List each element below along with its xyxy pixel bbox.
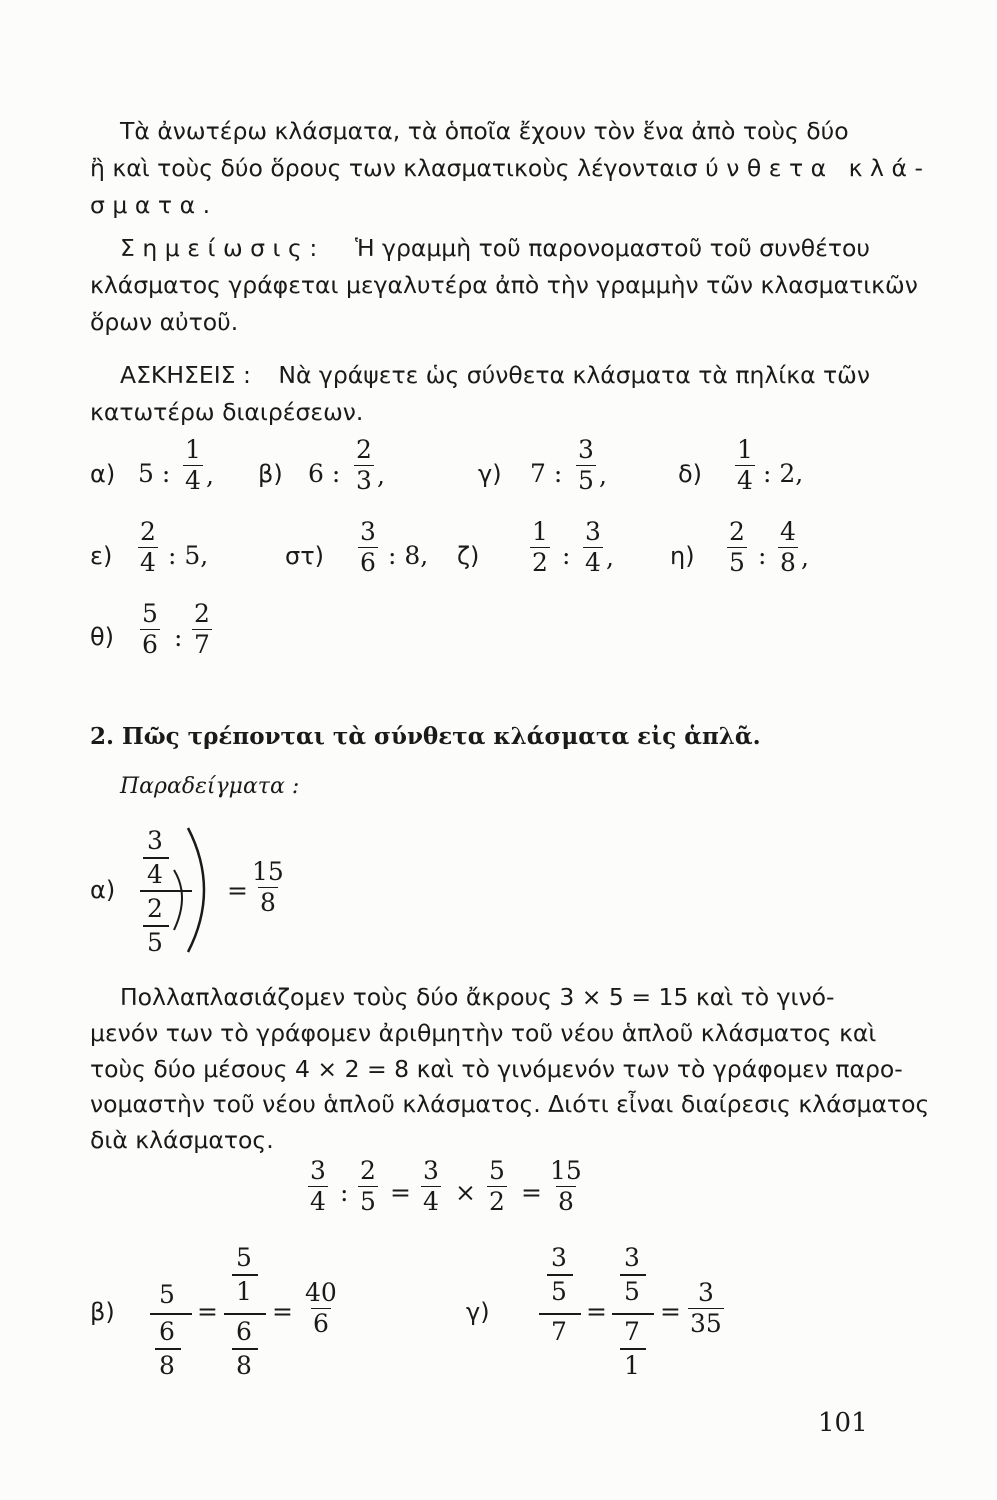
exercise-b-dividend: 6 :: [308, 459, 341, 488]
equation-f3-den: 4: [423, 1187, 439, 1217]
exercise-b-den: 3: [356, 466, 372, 496]
exercise-h-den-2: 8: [780, 548, 796, 578]
intro-line-1: Τὰ ἀνωτέρω κλάσματα, τὰ ὁποῖα ἔχουν τὸν ἕνα ἀπὸ τοὺς δύο: [120, 117, 849, 145]
exercise-c-den: 5: [578, 466, 594, 496]
example-b-mid-den-num: 6: [236, 1317, 252, 1346]
exercise-c-dividend: 7 :: [530, 459, 563, 488]
exercise-b-num: 2: [356, 435, 372, 464]
exercise-i-num-2: 2: [194, 599, 210, 628]
explanation-line-1: Πολλαπλασιάζομεν τοὺς δύο ἄκρους 3 × 5 = 15 καὶ τὸ γινό-: [120, 983, 835, 1011]
exercise-b-comma: ,: [377, 461, 385, 490]
example-c-result: [688, 1280, 724, 1338]
example-c-label: γ): [466, 1298, 490, 1326]
exercise-g-den-2: 4: [585, 548, 601, 578]
example-a-bot-num: 2: [147, 894, 163, 923]
exercise-d-den: 4: [737, 466, 753, 496]
example-a-result: [250, 859, 286, 917]
exercise-f-label: στ): [285, 542, 325, 570]
exercise-d-num: 1: [737, 435, 753, 464]
exercise-g-fraction-1: [530, 519, 550, 577]
exercise-h-num-1: 2: [729, 517, 745, 546]
equation-fraction-5: [548, 1158, 584, 1216]
exercise-c-fraction: [576, 437, 596, 495]
example-b-result: [303, 1280, 339, 1338]
exercise-a-den: 4: [185, 466, 201, 496]
example-c-result-num: 3: [697, 1278, 714, 1307]
exercise-h-fraction-1: [727, 519, 747, 577]
example-c-b-num-den: 5: [624, 1277, 640, 1306]
exercise-a-dividend: 5 :: [138, 459, 171, 488]
equation-fraction-3: [421, 1158, 441, 1216]
exercise-i-den-2: 7: [194, 630, 210, 660]
example-c-b-main-bar: [612, 1313, 654, 1315]
exercise-i-label: θ): [90, 623, 115, 651]
exercise-c-label: γ): [478, 460, 502, 488]
equation-f1-den: 4: [310, 1187, 326, 1217]
exercise-f-den: 6: [360, 548, 376, 578]
equation-f5-num: 15: [550, 1156, 582, 1185]
exercise-f-num: 3: [360, 517, 376, 546]
example-b-result-num: 40: [305, 1278, 337, 1307]
example-c-a-num-bar: [547, 1274, 573, 1276]
example-c-b-num-num: 3: [624, 1243, 640, 1272]
intro-line-2: [90, 154, 931, 182]
exercise-g-comma: ,: [606, 543, 614, 572]
equation-f4-den: 2: [489, 1187, 505, 1217]
exercise-c-num: 3: [578, 435, 594, 464]
explanation-line-5: διὰ κλάσματος.: [90, 1126, 274, 1154]
explanation-line-3: τοὺς δύο μέσους 4 × 2 = 8 καὶ τὸ γινόμενόν των τὸ γράφομεν παρο-: [90, 1055, 903, 1083]
explanation-line-4: νομαστὴν τοῦ νέου ἁπλοῦ κλάσματος. Διότι εἶναι διαίρεσις κλάσματος: [90, 1090, 930, 1118]
example-b-mid-num-den: 1: [236, 1277, 252, 1306]
example-b-mid-main-bar: [224, 1313, 266, 1315]
exercise-h-comma: ,: [801, 543, 809, 572]
example-c-a-num-num: 3: [551, 1243, 567, 1272]
intro-line-2-text: ἢ καὶ τοὺς δύο ὅρους των κλασματικοὺς λέγονται: [90, 154, 683, 182]
exercise-i-den-1: 6: [142, 630, 158, 660]
exercise-f-fraction: [358, 519, 378, 577]
equation-fraction-2: [358, 1158, 378, 1216]
example-c-result-den: 35: [690, 1309, 722, 1339]
example-b-label: β): [90, 1298, 115, 1326]
exercise-a-label: α): [90, 460, 116, 488]
intro-term-compound: σύνθετα κλά-: [682, 154, 931, 182]
example-b-mid-num-bar: [232, 1274, 258, 1276]
example-a-top-num: 3: [147, 826, 163, 855]
exercise-i-colon: :: [174, 623, 183, 652]
equation-f3-num: 3: [423, 1156, 439, 1185]
exercise-c-comma: ,: [599, 461, 607, 490]
example-c-a-num-den: 5: [551, 1277, 567, 1306]
exercises-line-1: [120, 361, 870, 389]
exercise-g-num-1: 1: [532, 517, 548, 546]
explanation-line-2: μενόν των τὸ γράφομεν ἀριθμητὴν τοῦ νέου ἁπλοῦ κλάσματος καὶ: [90, 1019, 877, 1047]
equation-fraction-1: [308, 1158, 328, 1216]
equation-f5-den: 8: [557, 1187, 574, 1217]
exercise-a-comma: ,: [206, 461, 214, 490]
example-b-mid-den-bar: [232, 1348, 258, 1350]
exercise-h-den-1: 5: [729, 548, 745, 578]
exercise-d-label: δ): [678, 460, 703, 488]
example-c-a-den: 7: [551, 1317, 567, 1346]
example-b-den-bar: [155, 1348, 181, 1350]
exercise-i-num-1: 5: [142, 599, 158, 628]
note-label: Σημείωσις:: [120, 234, 325, 262]
exercise-e-fraction: [138, 519, 158, 577]
example-b-equals-2: =: [272, 1297, 293, 1326]
exercises-title: ΑΣΚΗΣΕΙΣ :: [120, 361, 251, 389]
exercise-a-fraction: [183, 437, 203, 495]
equation-f2-den: 5: [360, 1187, 376, 1217]
equation-colon: :: [340, 1178, 349, 1207]
exercise-g-fraction-2: [583, 519, 603, 577]
example-a-result-num: 15: [252, 857, 284, 886]
exercise-a-num: 1: [185, 435, 201, 464]
example-c-equals-2: =: [660, 1297, 681, 1326]
note-line-1: [120, 234, 870, 262]
example-b-den-den: 8: [159, 1351, 175, 1380]
example-b-result-den: 6: [312, 1309, 329, 1339]
exercise-g-num-2: 3: [585, 517, 601, 546]
example-c-b-den-den: 1: [624, 1351, 640, 1380]
equation-f4-num: 5: [489, 1156, 505, 1185]
intro-line-3: σματα.: [90, 191, 218, 219]
equation-equals-1: =: [390, 1178, 411, 1207]
example-b-mid-num-num: 5: [236, 1243, 252, 1272]
exercise-e-divisor: : 5,: [168, 541, 209, 570]
example-c-b-den-num: 7: [624, 1317, 640, 1346]
example-b-num: 5: [159, 1280, 175, 1309]
note-line-3: ὅρων αὐτοῦ.: [90, 308, 239, 336]
exercise-f-divisor: : 8,: [388, 541, 429, 570]
examples-label: Παραδείγματα :: [120, 774, 300, 799]
equation-f1-num: 3: [310, 1156, 326, 1185]
exercise-h-label: η): [670, 542, 695, 570]
page-number: 101: [818, 1408, 868, 1438]
exercise-e-label: ε): [90, 542, 113, 570]
example-a-bot-bar: [143, 925, 169, 927]
cross-multiply-arrows-icon: [168, 826, 224, 956]
exercise-g-den-1: 2: [532, 548, 548, 578]
equation-f2-num: 2: [360, 1156, 376, 1185]
example-c-b-den-bar: [620, 1348, 646, 1350]
example-c-a-main-bar: [539, 1313, 581, 1315]
exercise-g-label: ζ): [457, 542, 480, 570]
example-a-label: α): [90, 876, 116, 904]
example-a-equals: =: [227, 876, 248, 905]
example-b-main-bar: [150, 1313, 192, 1315]
exercise-b-fraction: [354, 437, 374, 495]
example-c-equals-1: =: [586, 1297, 607, 1326]
exercise-e-den: 4: [140, 548, 156, 578]
example-b-den-num: 6: [159, 1317, 175, 1346]
section-heading: 2. Πῶς τρέπονται τὰ σύνθετα κλάσματα εἰς ἁπλᾶ.: [90, 723, 761, 750]
example-b-equals-1: =: [197, 1297, 218, 1326]
exercise-i-fraction-2: [192, 601, 212, 659]
example-a-bot-den: 5: [147, 928, 163, 957]
exercise-h-fraction-2: [778, 519, 798, 577]
example-a-top-bar: [143, 857, 169, 859]
exercise-e-num: 2: [140, 517, 156, 546]
exercise-g-colon: :: [562, 541, 571, 570]
exercise-h-num-2: 4: [780, 517, 796, 546]
example-b-mid-den-den: 8: [236, 1351, 252, 1380]
equation-times: ×: [455, 1178, 476, 1207]
exercise-h-colon: :: [758, 541, 767, 570]
equation-equals-2: =: [521, 1178, 542, 1207]
exercise-i-fraction-1: [140, 601, 160, 659]
exercise-d-fraction: [735, 437, 755, 495]
exercises-instruction: Νὰ γράψετε ὡς σύνθετα κλάσματα τὰ πηλίκα τῶν: [278, 361, 870, 389]
note-line-2: κλάσματος γράφεται μεγαλυτέρα ἀπὸ τὴν γραμμὴν τῶν κλασματικῶν: [90, 271, 918, 299]
example-c-b-num-bar: [620, 1274, 646, 1276]
equation-fraction-4: [487, 1158, 507, 1216]
example-a-top-den: 4: [147, 860, 163, 889]
note-text: Ἡ γραμμὴ τοῦ παρονομαστοῦ τοῦ συνθέτου: [354, 234, 870, 262]
exercises-line-2: κατωτέρω διαιρέσεων.: [90, 398, 364, 426]
example-a-result-den: 8: [259, 888, 276, 918]
exercise-b-label: β): [258, 460, 283, 488]
exercise-d-divisor: : 2,: [763, 459, 804, 488]
